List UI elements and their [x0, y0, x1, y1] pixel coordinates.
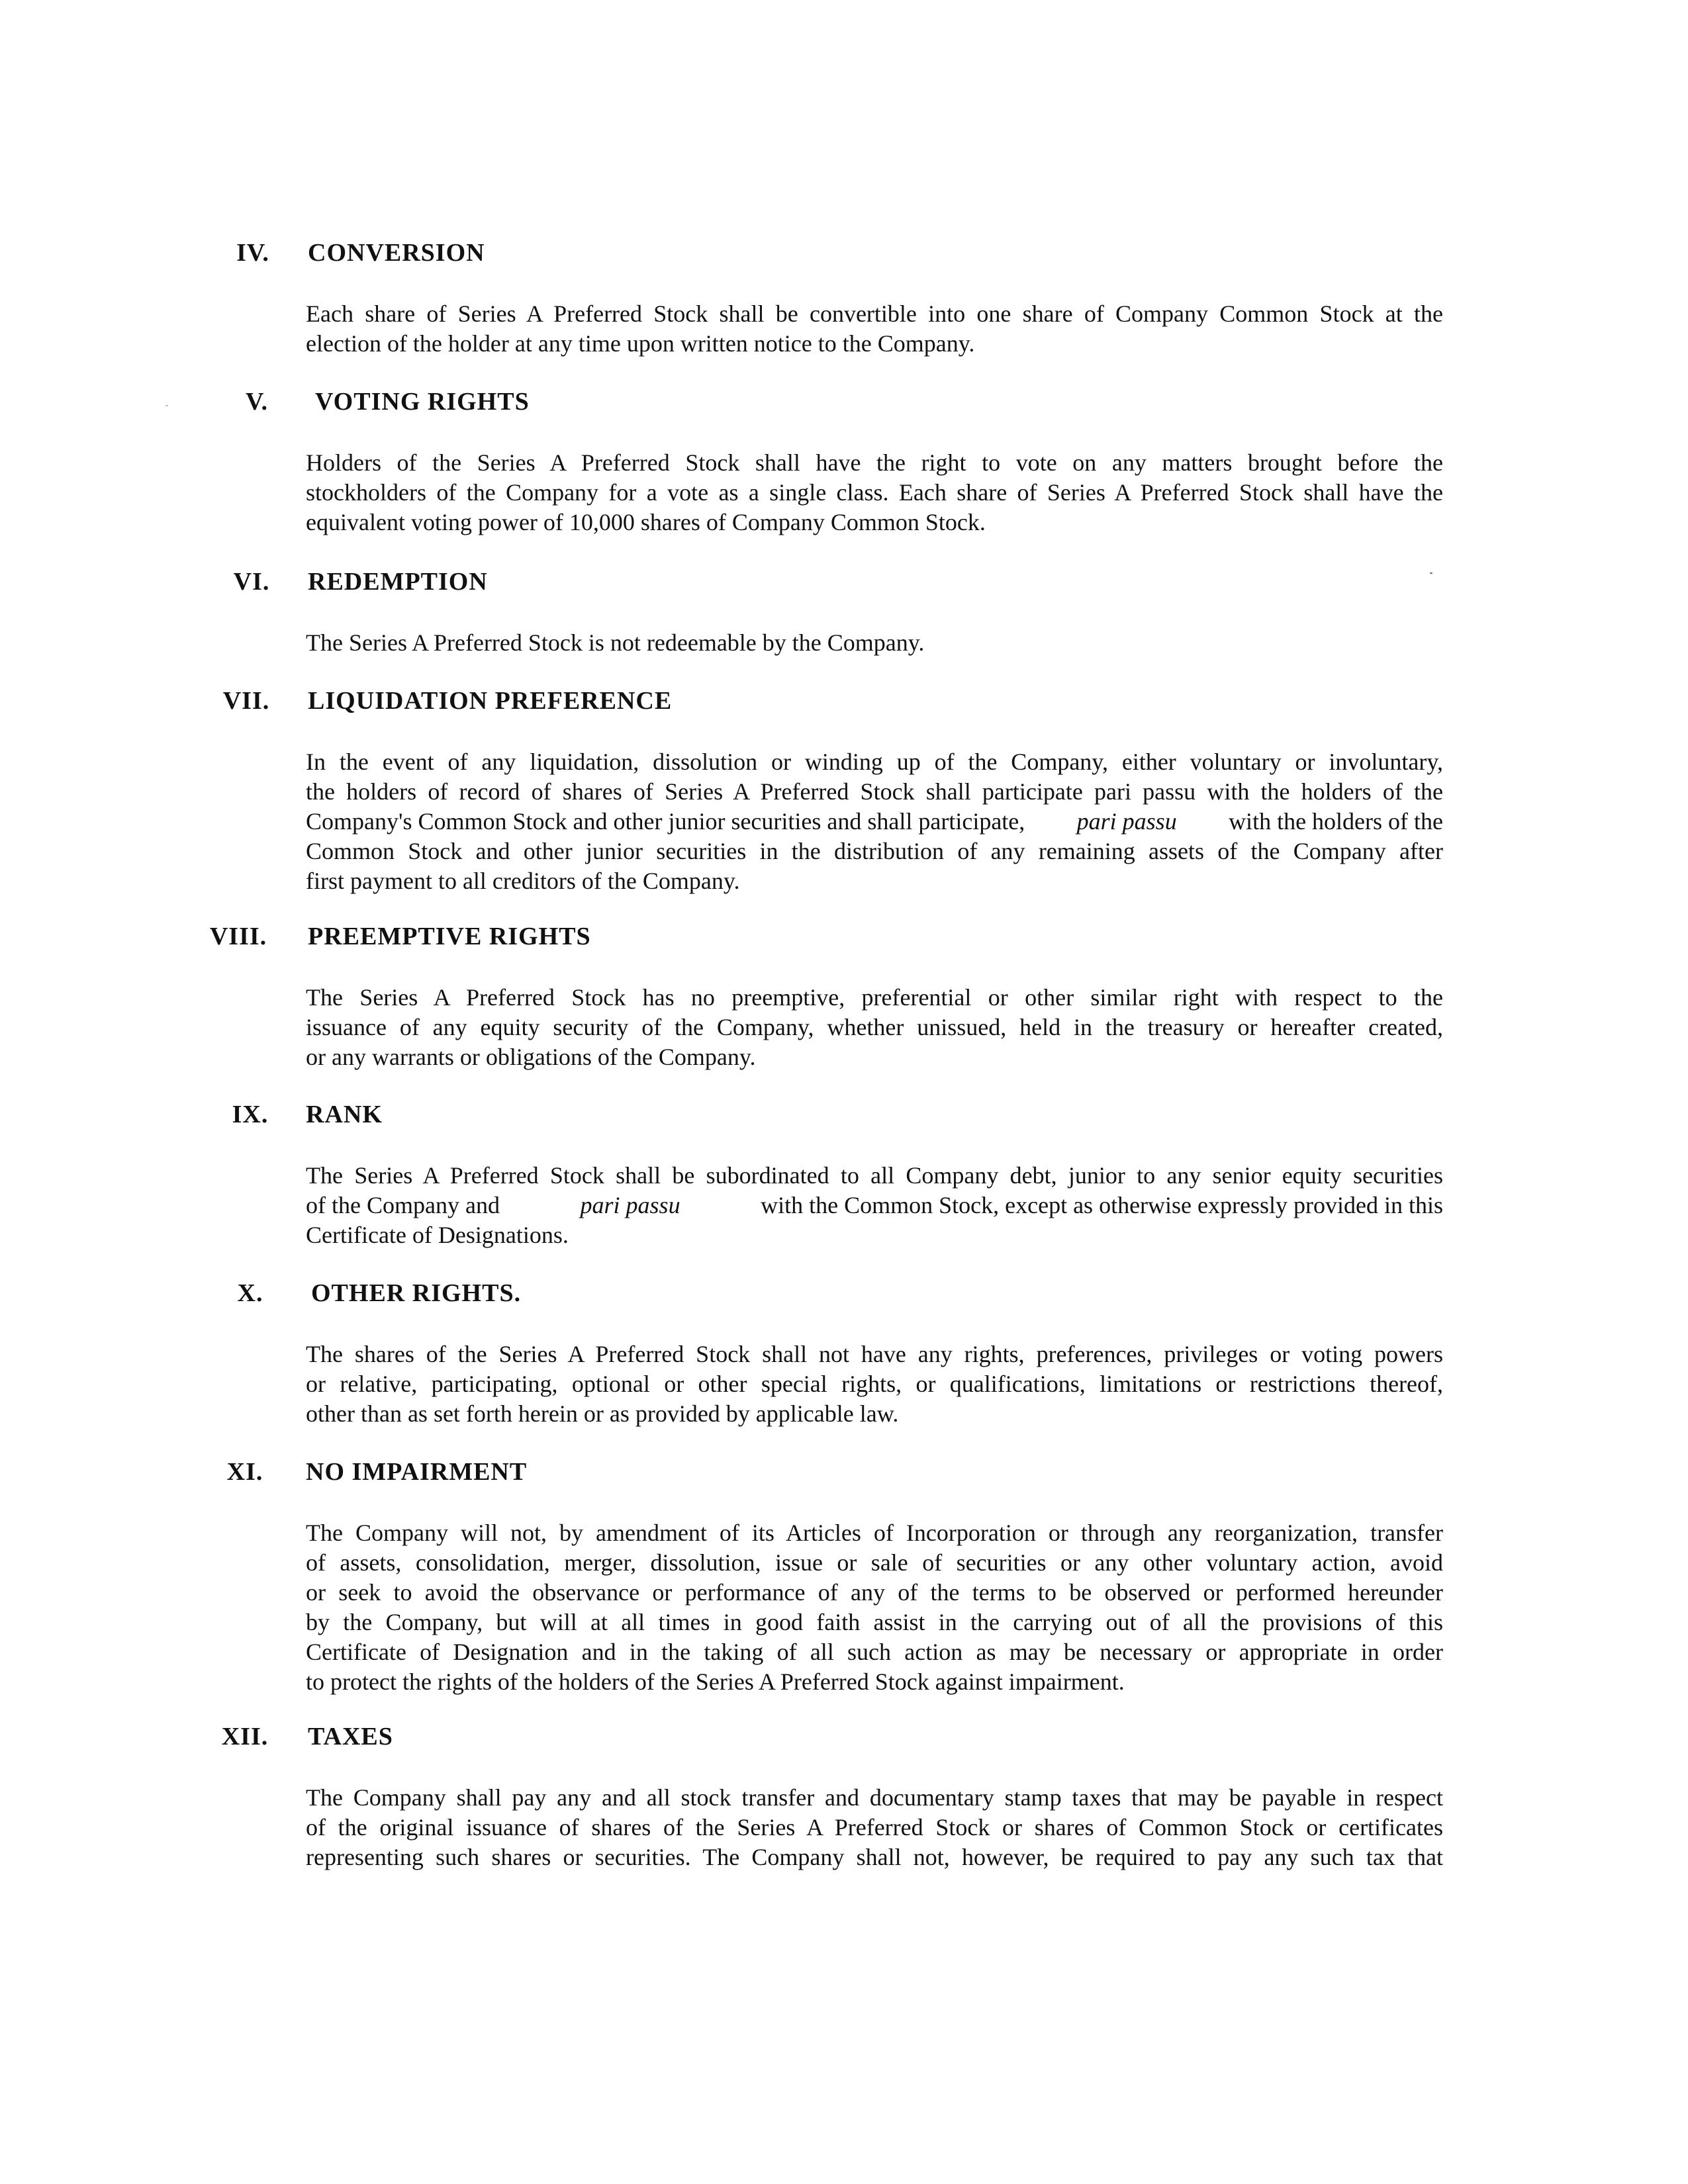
body-line: The Series A Preferred Stock is not redeemable by the Company. — [306, 629, 925, 656]
section-number: VII. — [222, 687, 270, 715]
body-line: The shares of the Series A Preferred Stock shall not have any rights, preferences, privileges or voting powers — [306, 1341, 1443, 1367]
section-title: TAXES — [308, 1723, 393, 1751]
body-line: by the Company, but will at all times in good faith assist in the carrying out of all the provisions of this — [306, 1609, 1443, 1635]
section-body — [306, 1518, 1443, 1697]
section-body — [306, 983, 1443, 1072]
body-text-italic: pari passu — [1076, 808, 1177, 835]
body-line: Certificate of Designations. — [306, 1222, 569, 1248]
section-body — [306, 1340, 1443, 1429]
body-line: Each share of Series A Preferred Stock shall be convertible into one share of Company Common Stock at the — [306, 300, 1443, 327]
scan-speck — [165, 405, 168, 406]
body-text: Company's Common Stock and other junior securities and shall participate, — [306, 808, 1025, 835]
body-line: Holders of the Series A Preferred Stock shall have the right to vote on any matters brought before the — [306, 449, 1443, 476]
body-line: or seek to avoid the observance or performance of any of the terms to be observed or performed hereunder — [306, 1579, 1443, 1606]
body-line: first payment to all creditors of the Company. — [306, 868, 740, 894]
body-line: representing such shares or securities. The Company shall not, however, be required to pay any such tax that — [306, 1844, 1443, 1870]
body-line: of assets, consolidation, merger, dissolution, issue or sale of securities or any other voluntary action, avoid — [306, 1549, 1443, 1576]
body-line: The Series A Preferred Stock has no preemptive, preferential or other similar right with respect to the — [306, 984, 1443, 1011]
section-number: VI. — [233, 568, 270, 596]
body-line — [306, 1191, 1443, 1220]
section-number: V. — [245, 388, 269, 416]
body-line: to protect the rights of the holders of the Series A Preferred Stock against impairment. — [306, 1668, 1125, 1695]
body-line: issuance of any equity security of the Company, whether unissued, held in the treasury or hereafter created, — [306, 1014, 1443, 1040]
section-body — [306, 448, 1443, 537]
body-line: The Series A Preferred Stock shall be subordinated to all Company debt, junior to any senior equity securities — [306, 1162, 1443, 1189]
body-line: Common Stock and other junior securities in the distribution of any remaining assets of the Company after — [306, 838, 1443, 864]
body-line: In the event of any liquidation, dissolution or winding up of the Company, either voluntary or involuntary, — [306, 749, 1443, 775]
body-line: or any warrants or obligations of the Company. — [306, 1044, 756, 1070]
section-body — [306, 1161, 1443, 1250]
body-text: with the Common Stock, except as otherwise expressly provided in this — [761, 1192, 1443, 1218]
body-line: or relative, participating, optional or other special rights, or qualifications, limitations or restrictions thereof, — [306, 1371, 1443, 1397]
body-line: stockholders of the Company for a vote as a single class. Each share of Series A Preferred Stock shall have the — [306, 479, 1443, 506]
section-title: RANK — [306, 1101, 383, 1128]
section-title: CONVERSION — [308, 239, 485, 267]
body-line: of the original issuance of shares of the Series A Preferred Stock or shares of Common Stock or certificates — [306, 1814, 1443, 1841]
body-line — [306, 807, 1443, 837]
section-title: PREEMPTIVE RIGHTS — [308, 923, 591, 950]
body-text-italic: pari passu — [580, 1192, 680, 1218]
body-text: with the holders of the — [1229, 808, 1443, 835]
section-number: IV. — [236, 239, 269, 267]
section-number: X. — [237, 1279, 263, 1307]
body-line: The Company shall pay any and all stock transfer and documentary stamp taxes that may be payable in respect — [306, 1784, 1443, 1811]
body-line: other than as set forth herein or as provided by applicable law. — [306, 1400, 899, 1427]
body-line: equivalent voting power of 10,000 shares of Company Common Stock. — [306, 509, 986, 535]
section-number: XII. — [221, 1723, 269, 1751]
section-title: REDEMPTION — [308, 568, 488, 596]
body-line: election of the holder at any time upon written notice to the Company. — [306, 330, 975, 357]
section-body — [306, 1783, 1443, 1872]
body-line: The Company will not, by amendment of its Articles of Incorporation or through any reorganization, transfer — [306, 1520, 1443, 1546]
body-line: Certificate of Designation and in the taking of all such action as may be necessary or appropriate in order — [306, 1639, 1443, 1665]
scan-speck — [1430, 572, 1432, 574]
section-title: VOTING RIGHTS — [315, 388, 530, 416]
section-number: VIII. — [209, 923, 267, 950]
section-body — [306, 628, 1443, 658]
section-body — [306, 299, 1443, 359]
section-number: IX. — [232, 1101, 269, 1128]
body-line: the holders of record of shares of Series A Preferred Stock shall participate pari passu with the holders of the — [306, 778, 1443, 805]
section-body — [306, 747, 1443, 896]
section-title: OTHER RIGHTS. — [311, 1279, 522, 1307]
section-title: NO IMPAIRMENT — [306, 1458, 528, 1486]
section-title: LIQUIDATION PREFERENCE — [308, 687, 673, 715]
section-number: XI. — [226, 1458, 263, 1486]
body-text: of the Company and — [306, 1192, 500, 1218]
